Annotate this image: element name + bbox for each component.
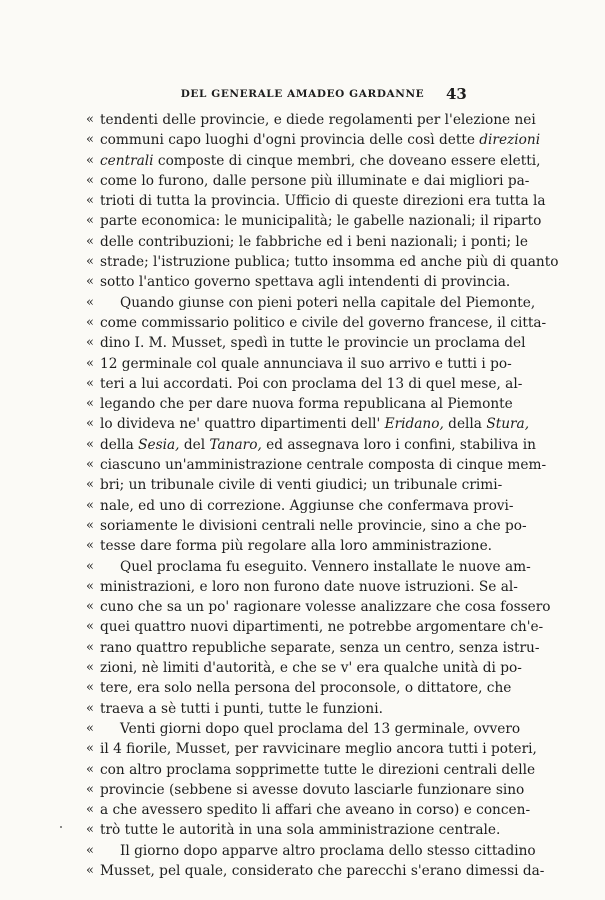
text-line	[86, 557, 531, 577]
quote-mark: «	[86, 558, 94, 574]
text-run: con altro proclama sopprimette tutte le direzioni centrali delle	[100, 761, 536, 778]
line-text	[100, 191, 546, 211]
quote-mark: «	[86, 457, 94, 473]
line-text	[100, 394, 513, 414]
quote-mark: «	[86, 132, 94, 148]
text-line	[86, 617, 544, 637]
line-text	[100, 577, 518, 597]
text-run: della	[443, 416, 487, 433]
text-line	[86, 496, 514, 516]
line-text	[100, 374, 523, 394]
text-run: bri; un tribunale civile di venti giudici; un tribunale crimi-	[100, 477, 503, 494]
line-text	[100, 536, 493, 556]
text-line	[86, 211, 542, 231]
line-text	[100, 211, 542, 231]
quote-mark: «	[86, 599, 94, 615]
quote-mark: «	[86, 112, 94, 127]
text-line	[86, 577, 518, 597]
quote-mark: «	[86, 741, 94, 757]
text-run: tere, era solo nella persona del proconsole, o dittatore, che	[100, 680, 512, 697]
quote-mark: «	[86, 842, 94, 858]
text-line	[86, 820, 501, 840]
quote-mark: «	[86, 578, 94, 594]
quote-mark: «	[86, 335, 94, 351]
text-line	[86, 800, 531, 820]
body-text	[86, 110, 559, 881]
text-line	[86, 678, 512, 698]
text-line	[86, 719, 521, 739]
text-run: quei quattro nuovi dipartimenti, ne potrebbe argomentare ch'e-	[100, 619, 544, 636]
quote-mark: «	[86, 294, 94, 310]
italic-term: Sesia,	[138, 436, 180, 453]
line-text	[100, 617, 544, 637]
text-line	[86, 232, 528, 252]
text-run: il 4 fiorile, Musset, per ravvicinare meglio ancora tutti i poteri,	[100, 741, 537, 758]
text-line	[86, 252, 559, 272]
line-text	[100, 760, 536, 780]
quote-mark: «	[86, 720, 94, 736]
line-text	[100, 333, 526, 353]
line-text	[100, 272, 511, 292]
text-line	[86, 293, 536, 313]
line-text	[100, 130, 541, 150]
text-run: trò tutte le autorità in una sola amministrazione centrale.	[100, 822, 501, 839]
text-line	[86, 536, 493, 556]
line-text	[100, 658, 522, 678]
line-text	[120, 293, 536, 313]
text-run: ciascuno un'amministrazione centrale composta di cinque mem-	[100, 457, 547, 474]
text-run: rano quattro republiche separate, senza un centro, senza istru-	[100, 639, 540, 656]
line-text	[120, 719, 521, 739]
quote-mark: «	[86, 781, 94, 797]
text-run: della	[100, 436, 139, 453]
text-run: zioni, nè limiti d'autorità, e che se v' era qualche unità di po-	[100, 660, 522, 677]
line-text	[100, 638, 540, 658]
text-line	[86, 151, 541, 171]
line-text	[100, 496, 514, 516]
text-run: del	[179, 436, 210, 453]
quote-mark: «	[86, 314, 94, 330]
text-run: composte di cinque membri, che doveano essere eletti,	[153, 152, 541, 169]
line-text	[100, 820, 501, 840]
text-line	[86, 171, 530, 191]
text-line	[86, 699, 472, 719]
line-text	[100, 861, 545, 881]
text-run: tesse dare forma più regolare alla loro amministrazione.	[100, 538, 493, 555]
line-text	[120, 841, 536, 861]
line-text	[100, 678, 512, 698]
line-text	[100, 414, 530, 434]
text-run: strade; l'istruzione publica; tutto insomma ed anche più di quanto	[100, 254, 559, 271]
quote-mark: «	[86, 233, 94, 249]
text-run: Quel proclama fu eseguito. Vennero installate le nuove am-	[120, 558, 531, 575]
quote-mark: «	[86, 862, 94, 878]
quote-mark: «	[86, 538, 94, 554]
ink-speck	[60, 826, 62, 828]
text-run: Quando giunse con pieni poteri nella capitale del Piemonte,	[120, 294, 536, 311]
italic-term: Stura,	[486, 416, 530, 433]
quote-mark: «	[86, 477, 94, 493]
text-run: nale, ed uno di correzione. Aggiunse che confermava provi-	[100, 497, 514, 514]
text-line	[86, 414, 530, 434]
quote-mark: «	[86, 152, 94, 168]
quote-mark: «	[86, 802, 94, 818]
text-run: delle contribuzioni; le fabbriche ed i beni nazionali; i ponti; le	[100, 233, 528, 250]
text-line	[86, 110, 536, 130]
line-text	[100, 354, 512, 374]
line-text	[100, 699, 466, 719]
text-run: a che avessero spedito li affari che aveano in corso) e concen-	[100, 802, 531, 819]
text-run: teri a lui accordati. Poi con proclama del 13 di quel mese, al-	[100, 375, 523, 392]
text-line	[86, 658, 522, 678]
text-line	[86, 354, 512, 374]
line-text	[100, 252, 559, 272]
quote-mark: «	[86, 416, 94, 432]
text-line	[86, 638, 540, 658]
text-run: lo divideva ne' quattro dipartimenti dell'	[100, 416, 385, 433]
italic-term: centrali	[100, 152, 154, 169]
line-text	[100, 151, 541, 171]
text-line	[86, 760, 536, 780]
running-title: DEL GENERALE AMADEO GARDANNE	[180, 88, 425, 100]
text-run: traeva a sè tutti i punti, tutte le funzioni.	[100, 700, 383, 717]
line-text	[100, 780, 525, 800]
text-line	[86, 455, 547, 475]
quote-mark: «	[86, 274, 94, 290]
text-run: Il giorno dopo apparve altro proclama dello stesso cittadino	[120, 842, 536, 859]
italic-term: Tanaro,	[209, 436, 262, 453]
text-run: ministrazioni, e loro non furono date nuove istruzioni. Se al-	[100, 578, 518, 595]
text-run: cuno che sa un po' ragionare volesse analizzare che cosa fossero	[100, 599, 551, 616]
page-number: 43	[446, 85, 467, 103]
text-run: soriamente le divisioni centrali nelle provincie, sino a che po-	[100, 517, 527, 534]
text-line	[86, 475, 503, 495]
quote-mark: «	[86, 497, 94, 513]
line-text	[100, 435, 536, 455]
line-text	[100, 516, 527, 536]
line-text	[100, 475, 503, 495]
quote-mark: «	[86, 396, 94, 412]
text-run: trioti di tutta la provincia. Ufficio di queste direzioni era tutta la	[100, 193, 546, 210]
text-line	[86, 394, 513, 414]
text-line	[86, 516, 527, 536]
text-line	[86, 861, 545, 881]
text-line	[86, 272, 511, 292]
italic-term: direzioni	[479, 132, 541, 149]
quote-mark: «	[86, 700, 94, 716]
text-run: parte economica: le municipalità; le gabelle nazionali; il riparto	[100, 213, 542, 230]
text-run: legando che per dare nuova forma republicana al Piemonte	[100, 396, 513, 413]
line-text	[100, 597, 551, 617]
quote-mark: «	[86, 436, 94, 452]
quote-mark: «	[86, 213, 94, 229]
text-line	[86, 191, 546, 211]
text-run: communi capo luoghi d'ogni provincia delle così dette	[100, 132, 480, 149]
quote-mark: «	[86, 761, 94, 777]
text-run: 12 germinale col quale annunciava il suo arrivo e tutti i po-	[100, 355, 512, 372]
text-run: come commissario politico e civile del governo francese, il citta-	[100, 314, 547, 331]
text-run: ed assegnava loro i confini, stabiliva in	[261, 436, 536, 453]
quote-mark: «	[86, 822, 94, 838]
line-text	[100, 800, 531, 820]
line-text	[120, 557, 531, 577]
text-run: tendenti delle provincie, e diede regolamenti per l'elezione nei	[100, 112, 536, 128]
quote-mark: «	[86, 355, 94, 371]
quote-mark: «	[86, 254, 94, 270]
text-line	[86, 374, 523, 394]
quote-mark: «	[86, 193, 94, 209]
line-text	[100, 739, 537, 759]
text-line	[86, 739, 537, 759]
quote-mark: «	[86, 639, 94, 655]
text-line	[86, 597, 551, 617]
line-text	[100, 455, 547, 475]
text-line	[86, 313, 547, 333]
quote-mark: «	[86, 172, 94, 188]
line-text	[100, 171, 530, 191]
quote-mark: «	[86, 619, 94, 635]
text-run: Venti giorni dopo quel proclama del 13 germinale, ovvero	[120, 720, 521, 737]
italic-term: Eridano,	[384, 416, 444, 433]
text-line	[86, 333, 526, 353]
text-run: dino I. M. Musset, spedì in tutte le provincie un proclama del	[100, 335, 526, 352]
quote-mark: «	[86, 660, 94, 676]
line-text	[100, 110, 536, 130]
text-run: Musset, pel quale, considerato che parecchi s'erano dimessi da-	[100, 862, 545, 879]
text-run: come lo furono, dalle persone più illuminate e dai migliori pa-	[100, 172, 530, 189]
text-line	[86, 841, 536, 861]
line-text	[100, 313, 547, 333]
quote-mark: «	[86, 517, 94, 533]
text-run: provincie (sebbene si avesse dovuto lasciarle funzionare sino	[100, 781, 525, 798]
line-text	[100, 232, 528, 252]
quote-mark: «	[86, 375, 94, 391]
text-run: sotto l'antico governo spettava agli intendenti di provincia.	[100, 274, 511, 291]
text-line	[86, 780, 525, 800]
text-line	[86, 435, 536, 455]
quote-mark: «	[86, 680, 94, 696]
text-line	[86, 130, 541, 150]
